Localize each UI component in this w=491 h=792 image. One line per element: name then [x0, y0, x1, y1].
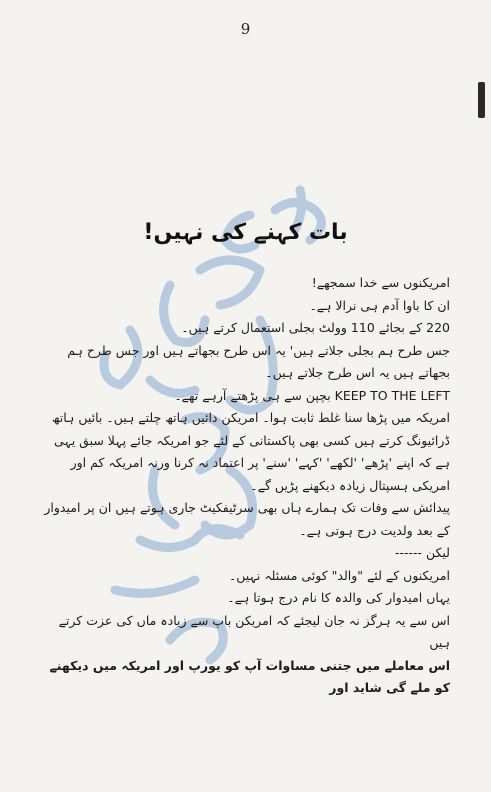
paragraph: یہاں امیدوار کی والدہ کا نام درج ہوتا ہے۔	[227, 590, 450, 605]
page-number: 9	[240, 20, 251, 38]
paragraph: KEEP TO THE LEFT بچپن سے ہی پڑھتے آرہے تھے۔	[174, 387, 450, 403]
paragraph: امریکنوں سے خدا سمجھے!	[311, 275, 450, 290]
paragraph: 220 کے بجائے 110 وولٹ بجلی استعمال کرتے ہیں۔	[181, 320, 450, 335]
paragraph: امریکہ میں پڑھا سنا غلط ثابت ہوا۔ امریکن دائیں ہاتھ چلتے ہیں۔ بائیں ہاتھ ڈرائیونگ کرتے ہیں کسی بھی پاکستانی کے لئے جو امریکہ جائے پہلا سبق یہی ہے کہ اپنے 'پڑھے' 'لکھے' 'کہے' 'سنے' پر اعتماد نہ کرنا ورنہ امریکہ کم اور امریکی ہسپتال زیادہ دیکھنے پڑیں گے۔	[51, 410, 450, 493]
paragraph: جس طرح ہم بجلی جلاتے ہیں' یہ اس طرح بجھاتے ہیں اور جس طرح ہم بجھاتے ہیں یہ اس طرح جلاتے ہیں۔	[67, 342, 450, 380]
paragraph: ان کا باوا آدم ہی نرالا ہے۔	[309, 297, 450, 313]
paragraph: اس سے یہ ہرگز نہ جان لیجئے کہ امریکن باپ سے زیادہ ماں کی عزت کرتے ہیں	[58, 612, 450, 650]
paragraph: پیدائش سے وفات تک ہمارے ہاں بھی سرٹیفکیٹ جاری ہوتے ہیں ان پر امیدوار کے بعد ولدیت درج ہوتی ہے۔	[44, 500, 450, 538]
chapter-title: بات کہنے کی نہیں!	[143, 220, 348, 245]
paragraph: امریکنوں کے لئے "والد" کوئی مسئلہ نہیں۔	[228, 567, 450, 583]
paragraph: اس معاملے میں جتنی مساوات آپ کو یورپ اور امریکہ میں دیکھنے کو ملے گی شاید اور	[49, 657, 450, 695]
page-edge-mark	[478, 82, 485, 118]
paragraph: لیکن ------	[394, 545, 450, 560]
body-text	[40, 272, 450, 700]
